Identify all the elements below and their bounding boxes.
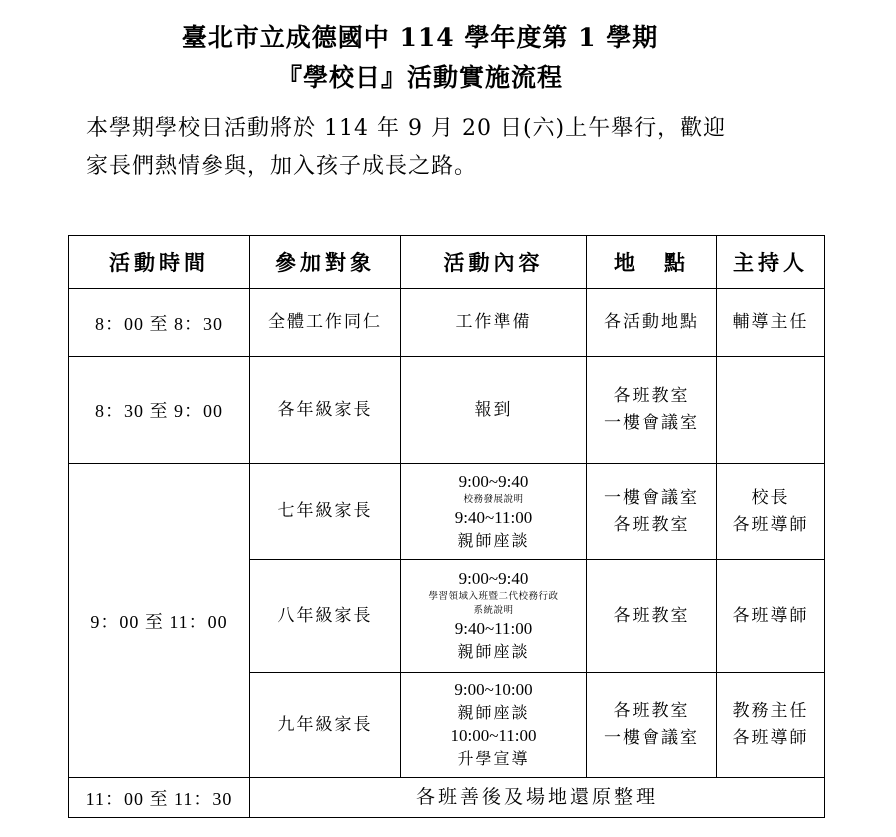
document-title: 臺北市立成德國中 114 學年度第 1 學期 <box>181 23 659 52</box>
schedule-table <box>68 235 825 818</box>
g7-host-line-2: 各班導師 <box>732 514 809 535</box>
intro-line-2: 家長們熱情參與，加入孩子成長之路。 <box>86 154 478 179</box>
g8-content-time-2: 9:40~11:00 <box>454 619 533 638</box>
g8-host: 各班導師 <box>717 560 825 673</box>
g7-content <box>401 464 587 560</box>
g7-location-line-2: 各班教室 <box>613 514 690 535</box>
g8-content-item-2: 親師座談 <box>457 642 530 661</box>
g9-content-item-1: 親師座談 <box>457 703 530 722</box>
header-time: 活動時間 <box>69 236 250 289</box>
g7-content-time-1: 9:00~9:40 <box>458 471 529 491</box>
table-row <box>69 778 825 818</box>
g9-location-line-1: 各班教室 <box>613 701 690 721</box>
intro-paragraph <box>86 110 846 186</box>
g9-location <box>587 673 717 778</box>
g7-audience: 七年級家長 <box>250 464 401 560</box>
document-subtitle: 『學校日』活動實施流程 <box>276 63 563 92</box>
g7-location <box>587 464 717 560</box>
row2-host <box>717 357 825 464</box>
row4-content: 各班善後及場地還原整理 <box>250 778 825 818</box>
table-header-row <box>69 236 825 289</box>
row1-time: 8：00 至 8：30 <box>69 289 250 357</box>
g7-content-item-2: 親師座談 <box>457 530 530 550</box>
row3-time: 9：00 至 11：00 <box>69 464 250 778</box>
g9-content-item-2: 升學宣導 <box>457 749 530 768</box>
intro-line-1: 本學期學校日活動將於 114 年 9 月 20 日(六)上午舉行，歡迎 <box>86 116 727 141</box>
header-location: 地 點 <box>587 236 717 289</box>
row2-content: 報到 <box>401 357 587 464</box>
header-audience: 參加對象 <box>250 236 401 289</box>
row1-audience: 全體工作同仁 <box>250 289 401 357</box>
g7-host-line-1: 校長 <box>751 487 790 508</box>
g9-location-line-2: 一樓會議室 <box>604 728 699 748</box>
g9-host-line-2: 各班導師 <box>732 728 809 748</box>
g9-host-line-1: 教務主任 <box>732 701 809 721</box>
g8-content-item-1b: 系統說明 <box>473 605 514 616</box>
row4-time: 11：00 至 11：30 <box>69 778 250 818</box>
table-row <box>69 357 825 464</box>
g8-content-time-1: 9:00~9:40 <box>458 569 529 588</box>
g8-content-item-1a: 學習領域入班暨二代校務行政 <box>428 591 559 602</box>
g8-audience: 八年級家長 <box>250 560 401 673</box>
g7-content-time-2: 9:40~11:00 <box>454 507 533 527</box>
row2-location <box>587 357 717 464</box>
g9-host <box>717 673 825 778</box>
g9-content-time-1: 9:00~10:00 <box>454 680 533 699</box>
g9-audience: 九年級家長 <box>250 673 401 778</box>
g8-location: 各班教室 <box>587 560 717 673</box>
row1-location: 各活動地點 <box>587 289 717 357</box>
header-content: 活動內容 <box>401 236 587 289</box>
header-host: 主持人 <box>717 236 825 289</box>
row2-audience: 各年級家長 <box>250 357 401 464</box>
table-row <box>69 289 825 357</box>
row1-host: 輔導主任 <box>717 289 825 357</box>
g9-content <box>401 673 587 778</box>
row2-location-line-1: 各班教室 <box>613 386 690 406</box>
g7-location-line-1: 一樓會議室 <box>604 487 699 508</box>
row2-location-line-2: 一樓會議室 <box>604 413 699 433</box>
row1-content: 工作準備 <box>401 289 587 357</box>
g7-host <box>717 464 825 560</box>
table-row <box>69 464 825 560</box>
g9-content-time-2: 10:00~11:00 <box>450 726 537 745</box>
g8-content <box>401 560 587 673</box>
g7-content-item-1: 校務發展說明 <box>463 493 524 505</box>
row2-time: 8：30 至 9：00 <box>69 357 250 464</box>
